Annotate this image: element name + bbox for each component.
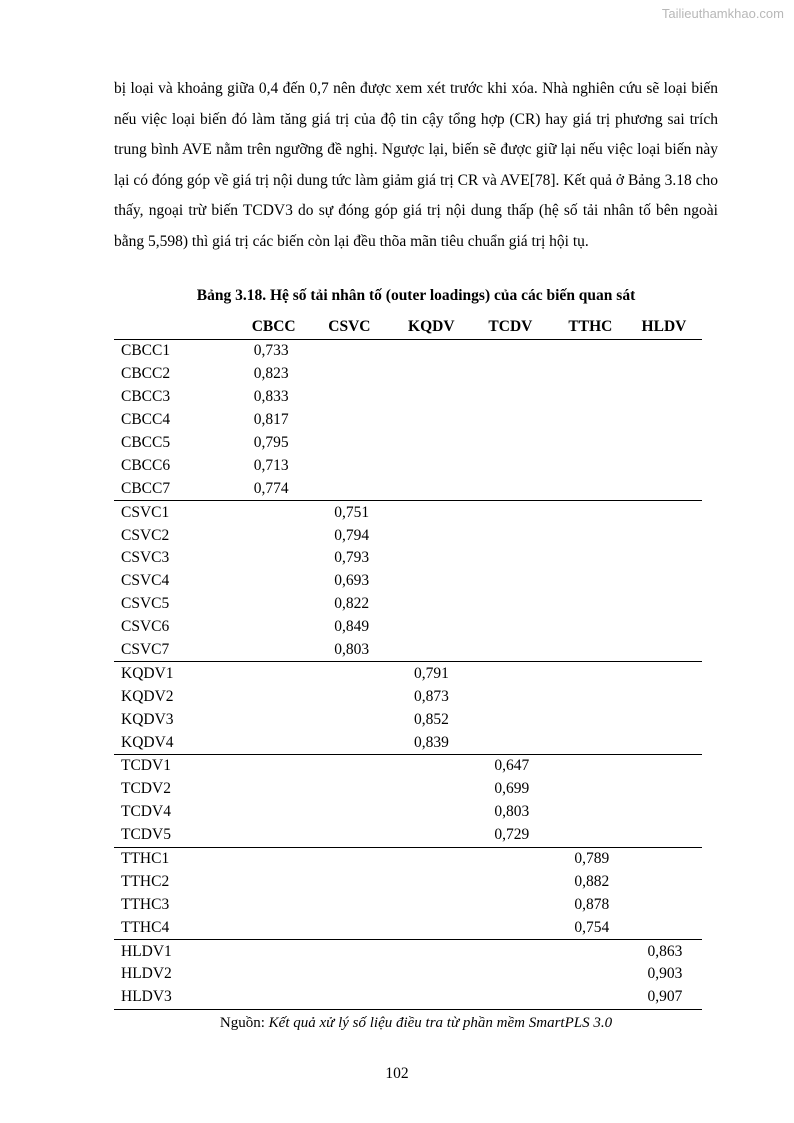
empty-cell [642, 662, 702, 685]
table-row [114, 940, 702, 963]
row-label: KQDV3 [121, 710, 174, 728]
empty-cell [568, 940, 641, 963]
row-label: TCDV2 [121, 780, 171, 798]
table-row [114, 801, 702, 824]
empty-cell [488, 524, 568, 547]
empty-cell [568, 386, 641, 409]
empty-cell [248, 986, 329, 1009]
empty-cell [642, 731, 702, 754]
empty-cell [248, 731, 329, 754]
table-row [114, 593, 702, 616]
empty-cell [408, 847, 488, 870]
empty-cell [642, 363, 702, 386]
loading-value: 0,794 [334, 526, 370, 544]
row-label: CSVC6 [121, 618, 170, 636]
empty-cell [328, 870, 408, 893]
empty-cell [568, 755, 641, 778]
empty-cell [642, 340, 702, 363]
empty-cell [488, 616, 568, 639]
empty-cell [328, 755, 408, 778]
empty-cell [488, 662, 568, 685]
empty-cell [568, 593, 641, 616]
empty-cell [408, 616, 488, 639]
empty-cell [488, 940, 568, 963]
loading-value: 0,713 [253, 456, 289, 474]
empty-cell [408, 593, 488, 616]
empty-cell [328, 847, 408, 870]
empty-cell [328, 454, 408, 477]
empty-cell [408, 870, 488, 893]
table-row [114, 893, 702, 916]
empty-cell [248, 662, 329, 685]
row-label: CBCC4 [121, 411, 171, 429]
empty-cell [568, 409, 641, 432]
empty-cell [328, 801, 408, 824]
loading-value: 0,793 [334, 549, 370, 567]
empty-cell [568, 524, 641, 547]
loading-value: 0,817 [253, 411, 289, 429]
empty-cell [488, 685, 568, 708]
empty-cell [642, 432, 702, 455]
row-label: CSVC4 [121, 572, 170, 590]
loading-value: 0,774 [253, 479, 289, 497]
loading-value: 0,791 [408, 662, 488, 685]
empty-cell [248, 616, 329, 639]
table-row [114, 708, 702, 731]
empty-cell [642, 616, 702, 639]
row-label: KQDV1 [114, 662, 248, 685]
empty-cell [488, 847, 568, 870]
empty-cell [408, 893, 488, 916]
empty-cell [248, 801, 329, 824]
empty-cell [488, 363, 568, 386]
empty-cell [248, 708, 329, 731]
table-row [114, 778, 702, 801]
empty-cell [408, 801, 488, 824]
empty-cell [642, 847, 702, 870]
empty-cell [408, 778, 488, 801]
row-label: CBCC3 [121, 388, 171, 406]
empty-cell [568, 685, 641, 708]
empty-cell [408, 824, 488, 847]
header-cell-cbcc: CBCC [248, 315, 329, 340]
empty-cell [248, 755, 329, 778]
empty-cell [642, 639, 702, 662]
empty-cell [408, 547, 488, 570]
empty-cell [488, 570, 568, 593]
source-text: Kết quả xử lý số liệu điều tra từ phần mềm SmartPLS 3.0 [268, 1015, 613, 1031]
table-row [114, 570, 702, 593]
empty-cell [488, 963, 568, 986]
table-row [114, 824, 702, 847]
table-row [114, 454, 702, 477]
row-label: CSVC7 [121, 641, 170, 659]
table-row [114, 547, 702, 570]
empty-cell [248, 778, 329, 801]
empty-cell [248, 570, 329, 593]
empty-cell [488, 639, 568, 662]
empty-cell [328, 778, 408, 801]
empty-cell [328, 708, 408, 731]
empty-cell [488, 386, 568, 409]
table-row [114, 731, 702, 754]
empty-cell [488, 501, 568, 524]
empty-cell [408, 986, 488, 1009]
loading-value: 0,849 [334, 618, 370, 636]
empty-cell [248, 940, 329, 963]
empty-cell [328, 986, 408, 1009]
empty-cell [642, 824, 702, 847]
empty-cell [568, 501, 641, 524]
loading-value: 0,803 [334, 641, 370, 659]
empty-cell [488, 986, 568, 1009]
empty-cell [488, 454, 568, 477]
row-label: TTHC3 [121, 895, 170, 913]
row-label: KQDV4 [121, 733, 174, 751]
loading-value: 0,693 [334, 572, 370, 590]
empty-cell [642, 916, 702, 939]
row-label: TTHC2 [121, 872, 170, 890]
empty-cell [248, 963, 329, 986]
empty-cell [408, 432, 488, 455]
table-row [114, 755, 702, 778]
empty-cell [568, 547, 641, 570]
row-label: CSVC2 [121, 526, 170, 544]
table-body [114, 340, 702, 1010]
empty-cell [408, 340, 488, 363]
loading-value: 0,795 [253, 434, 289, 451]
loading-value: 0,822 [334, 595, 370, 613]
empty-cell [568, 708, 641, 731]
table-row [114, 963, 702, 986]
watermark: Tailieuthamkhao.com [661, 6, 784, 21]
empty-cell [248, 870, 329, 893]
header-cell-blank [114, 315, 248, 340]
row-label: TCDV4 [121, 803, 171, 821]
loading-value: 0,699 [494, 780, 530, 798]
empty-cell [248, 893, 329, 916]
empty-cell [488, 916, 568, 939]
row-label: TCDV5 [121, 826, 171, 844]
empty-cell [642, 755, 702, 778]
loading-value: 0,882 [574, 872, 610, 890]
empty-cell [408, 454, 488, 477]
empty-cell [568, 801, 641, 824]
loading-value: 0,733 [253, 342, 289, 360]
row-label: CSVC3 [121, 549, 170, 567]
empty-cell [328, 477, 408, 500]
empty-cell [488, 870, 568, 893]
empty-cell [408, 940, 488, 963]
empty-cell [488, 708, 568, 731]
row-label: TTHC4 [121, 918, 170, 936]
empty-cell [642, 386, 702, 409]
row-label: CBCC7 [121, 479, 171, 497]
empty-cell [568, 454, 641, 477]
empty-cell [642, 778, 702, 801]
empty-cell [488, 547, 568, 570]
loading-value: 0,878 [574, 895, 610, 913]
loading-value: 0,823 [253, 365, 289, 383]
empty-cell [248, 916, 329, 939]
empty-cell [408, 916, 488, 939]
empty-cell [568, 363, 641, 386]
row-label: HLDV1 [114, 940, 248, 963]
empty-cell [328, 685, 408, 708]
table-row [114, 662, 702, 685]
empty-cell [248, 524, 329, 547]
header-cell-kqdv: KQDV [408, 315, 488, 340]
empty-cell [642, 708, 702, 731]
loading-value: 0,754 [574, 918, 610, 936]
row-label: TCDV1 [114, 755, 248, 778]
empty-cell [568, 477, 641, 500]
empty-cell [568, 778, 641, 801]
header-cell-hldv: HLDV [642, 315, 702, 340]
table-header-row [114, 315, 702, 340]
loading-value: 0,839 [414, 733, 449, 751]
empty-cell [408, 524, 488, 547]
empty-cell [488, 731, 568, 754]
table-row [114, 477, 702, 500]
empty-cell [488, 593, 568, 616]
row-label: CSVC1 [114, 501, 248, 524]
empty-cell [408, 570, 488, 593]
loading-value: 0,833 [253, 388, 289, 406]
empty-cell [642, 547, 702, 570]
loading-value: 0,729 [494, 826, 530, 844]
table-row [114, 916, 702, 939]
loading-value: 0,907 [642, 986, 702, 1009]
row-label: CBCC1 [121, 342, 171, 360]
empty-cell [642, 593, 702, 616]
empty-cell [328, 662, 408, 685]
loading-value: 0,863 [642, 940, 702, 963]
empty-cell [408, 963, 488, 986]
loading-value: 0,789 [568, 847, 641, 870]
empty-cell [568, 340, 641, 363]
page-number: 102 [385, 1065, 409, 1082]
empty-cell [328, 363, 408, 386]
table-row [114, 386, 702, 409]
loading-value: 0,647 [488, 755, 568, 778]
empty-cell [488, 477, 568, 500]
empty-cell [408, 363, 488, 386]
row-label: CBCC2 [121, 365, 171, 383]
row-label: CBCC6 [121, 456, 171, 474]
empty-cell [642, 870, 702, 893]
empty-cell [568, 963, 641, 986]
table-row [114, 524, 702, 547]
empty-cell [642, 501, 702, 524]
row-label: KQDV2 [121, 687, 174, 705]
empty-cell [328, 340, 408, 363]
empty-cell [642, 524, 702, 547]
table-row [114, 870, 702, 893]
source-prefix: Nguồn: [219, 1015, 269, 1031]
empty-cell [568, 986, 641, 1009]
empty-cell [328, 963, 408, 986]
empty-cell [408, 501, 488, 524]
empty-cell [408, 386, 488, 409]
header-cell-tcdv: TCDV [488, 315, 568, 340]
table-row [114, 639, 702, 662]
table-row [114, 986, 702, 1009]
empty-cell [248, 824, 329, 847]
empty-cell [328, 916, 408, 939]
row-label: CSVC5 [121, 595, 170, 613]
empty-cell [328, 893, 408, 916]
table-row [114, 501, 702, 524]
loading-value: 0,903 [647, 965, 683, 983]
table-row [114, 847, 702, 870]
empty-cell [328, 824, 408, 847]
loading-value: 0,873 [414, 687, 449, 705]
table-row [114, 409, 702, 432]
empty-cell [488, 409, 568, 432]
empty-cell [642, 477, 702, 500]
table-caption: Bảng 3.18. Hệ số tải nhân tố (outer loadings) của các biến quan sát [196, 287, 636, 304]
empty-cell [488, 432, 568, 455]
empty-cell [642, 454, 702, 477]
empty-cell [568, 662, 641, 685]
empty-cell [568, 731, 641, 754]
empty-cell [568, 824, 641, 847]
empty-cell [642, 685, 702, 708]
empty-cell [248, 593, 329, 616]
empty-cell [568, 432, 641, 455]
table-row [114, 432, 702, 455]
loading-value: 0,751 [328, 501, 408, 524]
empty-cell [568, 570, 641, 593]
empty-cell [328, 386, 408, 409]
empty-cell [408, 477, 488, 500]
table-row [114, 616, 702, 639]
empty-cell [248, 847, 329, 870]
empty-cell [568, 639, 641, 662]
empty-cell [488, 893, 568, 916]
empty-cell [488, 340, 568, 363]
source-note [114, 1012, 718, 1034]
empty-cell [248, 547, 329, 570]
empty-cell [328, 432, 408, 455]
empty-cell [408, 639, 488, 662]
header-cell-tthc: TTHC [568, 315, 641, 340]
empty-cell [248, 639, 329, 662]
empty-cell [642, 893, 702, 916]
empty-cell [328, 409, 408, 432]
empty-cell [642, 570, 702, 593]
empty-cell [248, 501, 329, 524]
row-label: CBCC5 [121, 434, 171, 451]
empty-cell [408, 755, 488, 778]
empty-cell [248, 685, 329, 708]
row-label: HLDV2 [121, 965, 172, 983]
row-label: TTHC1 [114, 847, 248, 870]
header-cell-csvc: CSVC [328, 315, 408, 340]
empty-cell [642, 409, 702, 432]
table-row [114, 363, 702, 386]
loading-value: 0,852 [414, 710, 449, 728]
empty-cell [642, 801, 702, 824]
outer-loadings-table [114, 315, 702, 1010]
loading-value: 0,803 [494, 803, 530, 821]
table-row [114, 340, 702, 363]
body-paragraph: bị loại và khoảng giữa 0,4 đến 0,7 nên được xem xét trước khi xóa. Nhà nghiên cứu sẽ loại biến nếu việc loại biến đó làm tăng giá trị của độ tin cậy tổng hợp (CR) hay giá trị phương sai trích trung bình AVE nằm trên ngưỡng đề nghị. Ngược lại, biến sẽ được giữ lại nếu việc loại biến này lại có đóng góp về giá trị nội dung tức làm giảm giá trị CR và AVE[78]. Kết quả ở Bảng 3.18 cho thấy, ngoại trừ biến TCDV3 do sự đóng góp giá trị nội dung thấp (hệ số tải nhân tố bên ngoài bằng 5,598) thì giá trị các biến còn lại đều thõa mãn tiêu chuẩn giá trị hội tụ. [114, 80, 718, 250]
empty-cell [568, 616, 641, 639]
row-label: HLDV3 [114, 986, 248, 1009]
empty-cell [408, 409, 488, 432]
empty-cell [328, 731, 408, 754]
table-row [114, 685, 702, 708]
empty-cell [328, 940, 408, 963]
